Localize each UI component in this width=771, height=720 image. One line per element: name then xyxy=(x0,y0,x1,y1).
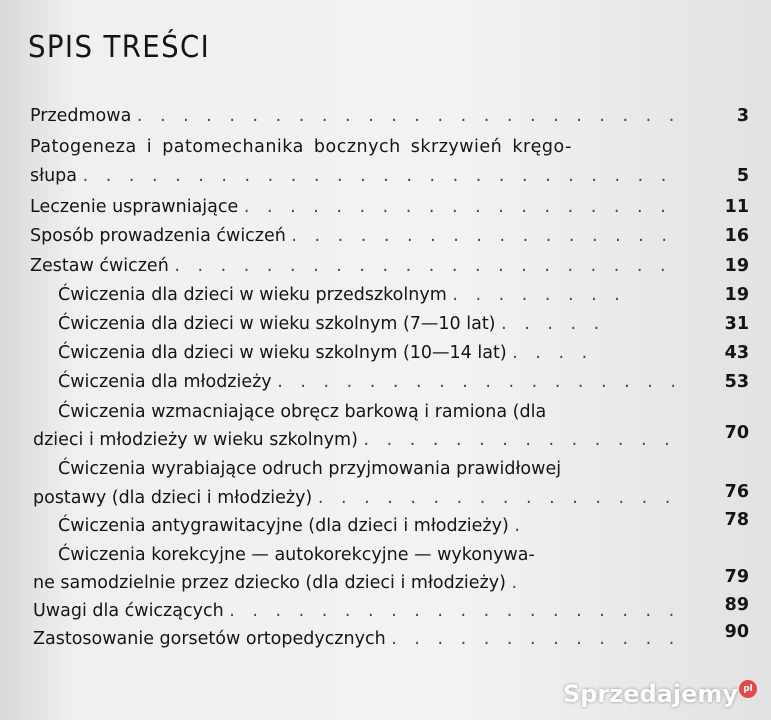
toc-entry xyxy=(33,569,523,598)
toc-page-number: 19 xyxy=(724,285,749,305)
toc-entry-text: Ćwiczenia wzmacniające obręcz barkową i ramiona (dla xyxy=(58,402,547,422)
toc-entry-text: Ćwiczenia antygrawitacyjne (dla dzieci i młodzieży) xyxy=(58,516,509,536)
toc-entry-text: słupa xyxy=(30,166,78,186)
toc-page-number: 31 xyxy=(724,314,749,334)
toc-entry-text: dzieci i młodzieży w wieku szkolnym) xyxy=(33,430,358,450)
toc-entry-text: Leczenie usprawniające xyxy=(30,197,239,217)
leader-dots: . . . . . . . . . . . . . . xyxy=(363,430,676,450)
toc-page-number: 70 xyxy=(724,423,749,443)
leader-dots: . xyxy=(514,516,526,536)
leader-dots: . . . . . . . . xyxy=(452,285,626,305)
toc-entry xyxy=(30,252,672,281)
leader-dots: . . . . . . . . . . . . . . . . . . . . . . xyxy=(174,256,672,276)
watermark-logo xyxy=(563,680,757,708)
toc-page-number: 19 xyxy=(724,256,749,276)
toc-entry-text: ne samodzielnie przez dziecko (dla dzieci i młodzieży) xyxy=(33,573,506,593)
toc-page-number: 43 xyxy=(724,343,749,363)
toc-entry-text: Ćwiczenia wyrabiające odruch przyjmowania prawidłowej xyxy=(58,459,562,479)
leader-dots: . . . . . . . . . . . . . . . . . . . . xyxy=(229,601,681,621)
toc-entry xyxy=(33,426,676,455)
watermark-badge: pl xyxy=(739,680,757,698)
leader-dots: . xyxy=(511,573,524,593)
toc-entry xyxy=(58,398,546,427)
leader-dots: . . . . . . . . . . . . . . . . . xyxy=(291,226,673,246)
leader-dots: . . . . . . . . . . . . . . . . xyxy=(317,488,677,508)
toc-entry xyxy=(58,368,682,397)
toc-entry-text: Ćwiczenia korekcyjne — autokorekcyjne — wykonywa- xyxy=(58,545,535,565)
toc-entry xyxy=(58,310,605,339)
toc-entry xyxy=(30,193,672,222)
toc-entry-text: Przedmowa xyxy=(30,106,132,126)
toc-page-number: 90 xyxy=(724,622,749,642)
toc-entry xyxy=(30,222,673,251)
toc-entry xyxy=(58,512,526,541)
toc-entry xyxy=(33,625,680,654)
toc-entry-text: Ćwiczenia dla dzieci w wieku szkolnym (7—10 lat) xyxy=(58,314,496,334)
toc-entry xyxy=(30,162,672,191)
toc-entry-text: postawy (dla dzieci i młodzieży) xyxy=(33,488,313,508)
toc-entry xyxy=(58,281,626,310)
toc-page-number: 3 xyxy=(736,106,749,126)
toc-entry-text: Uwagi dla ćwiczących xyxy=(33,601,224,621)
toc-page-number: 89 xyxy=(724,595,749,615)
toc-entry-text: Ćwiczenia dla dzieci w wieku przedszkolnym xyxy=(58,285,447,305)
toc-page-number: 5 xyxy=(736,166,749,186)
toc-entry xyxy=(58,541,535,570)
toc-page-number: 78 xyxy=(724,510,749,530)
toc-entry-text: Ćwiczenia dla dzieci w wieku szkolnym (10—14 lat) xyxy=(58,343,507,363)
toc-entry-text: Sposób prowadzenia ćwiczeń xyxy=(30,226,286,246)
toc-entry xyxy=(33,597,680,626)
toc-page-number: 79 xyxy=(724,567,749,587)
toc-entry xyxy=(58,339,593,368)
leader-dots: . . . . . . . . . . . . . . . . . . . . . . . . xyxy=(136,106,681,126)
toc-entry xyxy=(30,133,572,162)
toc-page-number: 11 xyxy=(724,197,749,217)
toc-page-number: 16 xyxy=(724,226,749,246)
toc-heading: SPIS TREŚCI xyxy=(28,30,211,65)
leader-dots: . . . . . . . . . . . . . . . . . . . xyxy=(243,197,672,217)
toc-entry xyxy=(33,484,676,513)
toc-entry-text: Zestaw ćwiczeń xyxy=(30,256,169,276)
leader-dots: . . . . xyxy=(512,343,594,363)
toc-entry-text: Ćwiczenia dla młodzieży xyxy=(58,372,272,392)
toc-entry-text: Patogeneza i patomechanika bocznych skrzywień kręgo- xyxy=(30,137,572,157)
toc-page-number: 76 xyxy=(724,482,749,502)
toc-entry xyxy=(30,102,680,131)
watermark-text: Sprzedajemy xyxy=(562,680,738,708)
leader-dots: . . . . . . . . . . . . . . . . . . xyxy=(277,372,682,392)
toc-entry-text: Zastosowanie gorsetów ortopedycznych xyxy=(33,629,386,649)
toc-entry xyxy=(58,455,561,484)
leader-dots: . . . . . . . . . . . . . . . . . . . . . . . . . . xyxy=(82,166,673,186)
toc-page-number: 53 xyxy=(724,372,749,392)
leader-dots: . . . . . . . . . . . . . xyxy=(391,629,681,649)
leader-dots: . . . . . xyxy=(501,314,606,334)
